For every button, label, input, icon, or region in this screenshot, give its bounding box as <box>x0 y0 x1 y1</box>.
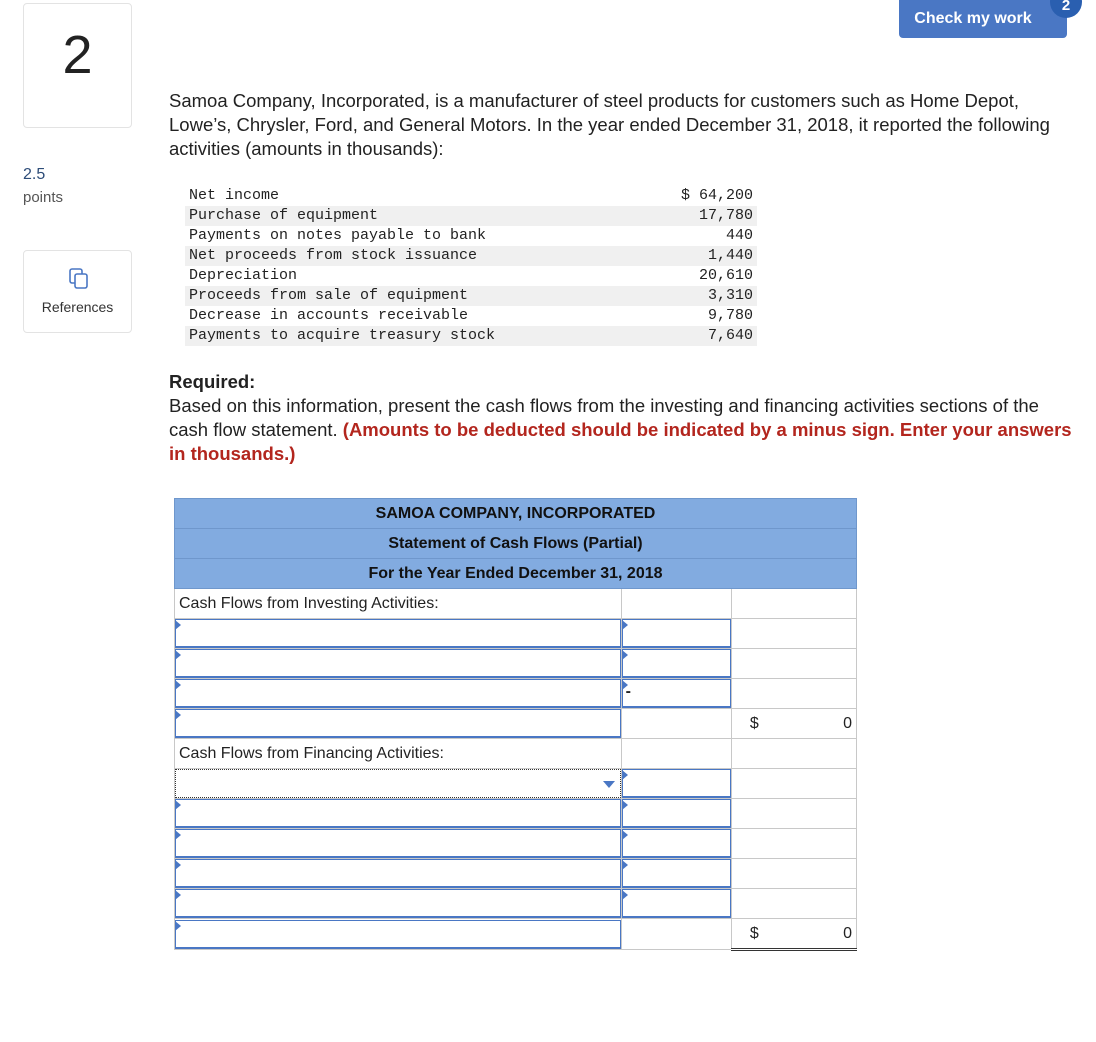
activity-value: 7,640 <box>649 326 757 346</box>
cash-flow-statement <box>174 498 857 951</box>
statement-period: For the Year Ended December 31, 2018 <box>175 559 857 589</box>
statement-title: Statement of Cash Flows (Partial) <box>175 529 857 559</box>
financing-amount-input-4[interactable] <box>622 859 731 888</box>
investing-amount-input-1[interactable] <box>622 619 731 648</box>
table-row <box>175 829 857 859</box>
activity-value: 1,440 <box>649 246 757 266</box>
points-value: 2.5 <box>23 166 46 183</box>
activity-row <box>185 246 757 266</box>
activity-row <box>185 326 757 346</box>
activity-row <box>185 206 757 226</box>
minus-sign: - <box>625 683 631 700</box>
table-row <box>175 649 857 679</box>
financing-total-label-input[interactable] <box>175 920 621 949</box>
activity-value: 440 <box>725 227 753 244</box>
financing-section-label: Cash Flows from Financing Activities: <box>175 739 622 769</box>
activity-value: 17,780 <box>649 206 757 226</box>
table-row <box>175 709 857 739</box>
points-label: points <box>23 189 64 206</box>
financing-amount-input-1[interactable] <box>622 769 731 798</box>
activity-value: 9,780 <box>707 307 753 324</box>
financing-item-dropdown-1[interactable] <box>175 769 621 798</box>
check-my-work-button[interactable]: Check my work <box>899 0 1067 38</box>
question-number-box <box>23 3 132 128</box>
financing-item-input-3[interactable] <box>175 829 621 858</box>
activity-row <box>185 286 757 306</box>
investing-total-label-input[interactable] <box>175 709 621 738</box>
statement-company: SAMOA COMPANY, INCORPORATED <box>175 499 857 529</box>
table-row <box>175 919 857 950</box>
financing-amount-input-3[interactable] <box>622 829 731 858</box>
table-row <box>175 769 857 799</box>
activity-row <box>185 226 757 246</box>
financing-total-currency: $ <box>749 925 759 942</box>
table-row <box>175 889 857 919</box>
table-row <box>175 859 857 889</box>
activity-label: Net proceeds from stock issuance <box>185 246 649 266</box>
chevron-down-icon[interactable] <box>603 781 615 788</box>
activity-value: 20,610 <box>698 267 753 284</box>
required-note: (Amounts to be deducted should be indicated by a minus sign. Enter your answers in thousands.) <box>169 419 1072 464</box>
investing-item-input-1[interactable] <box>175 619 621 648</box>
financing-amount-input-5[interactable] <box>622 889 731 918</box>
required-title: Required: <box>169 371 256 392</box>
required-section <box>169 370 1074 466</box>
activity-label: Proceeds from sale of equipment <box>185 286 649 306</box>
problem-intro: Samoa Company, Incorporated, is a manufacturer of steel products for customers such as Home Depot, Lowe’s, Chrysler, Ford, and General Motors. In the year ended December 31, 2018, it reported the following activities (amounts in thousands): <box>169 90 1050 159</box>
activity-label: Payments on notes payable to bank <box>189 227 487 244</box>
investing-item-input-2[interactable] <box>175 649 621 678</box>
activity-label: Depreciation <box>189 267 298 284</box>
investing-amount-input-2[interactable] <box>622 649 731 678</box>
activity-label: Decrease in accounts receivable <box>189 307 469 324</box>
activity-label: Net income <box>189 187 280 204</box>
financing-total-value: 0 <box>843 925 852 942</box>
required-text: Based on this information, present the cash flows from the investing and financing activities sections of the cash flow statement. <box>169 395 1039 440</box>
investing-total-value: 0 <box>843 715 852 732</box>
financing-item-input-5[interactable] <box>175 889 621 918</box>
activity-label: Payments to acquire treasury stock <box>185 326 649 346</box>
financing-amount-input-2[interactable] <box>622 799 731 828</box>
table-row <box>175 679 857 709</box>
activity-row <box>185 306 757 326</box>
references-button[interactable] <box>23 250 132 333</box>
activity-value: $ 64,200 <box>680 187 753 204</box>
question-number: 2 <box>62 25 93 85</box>
investing-item-input-3[interactable] <box>175 679 621 708</box>
activity-value: 3,310 <box>649 286 757 306</box>
check-count-badge: 2 <box>1050 0 1082 18</box>
financing-item-input-2[interactable] <box>175 799 621 828</box>
copy-icon <box>69 268 89 290</box>
activity-row <box>185 266 757 286</box>
financing-item-input-4[interactable] <box>175 859 621 888</box>
investing-section-label: Cash Flows from Investing Activities: <box>175 589 622 619</box>
investing-amount-input-3[interactable] <box>622 679 731 708</box>
activity-row <box>185 186 757 206</box>
activities-table <box>185 186 757 346</box>
activity-label: Purchase of equipment <box>185 206 649 226</box>
table-row <box>175 619 857 649</box>
references-label: References <box>41 299 114 315</box>
table-row <box>175 799 857 829</box>
investing-total-currency: $ <box>749 715 759 732</box>
